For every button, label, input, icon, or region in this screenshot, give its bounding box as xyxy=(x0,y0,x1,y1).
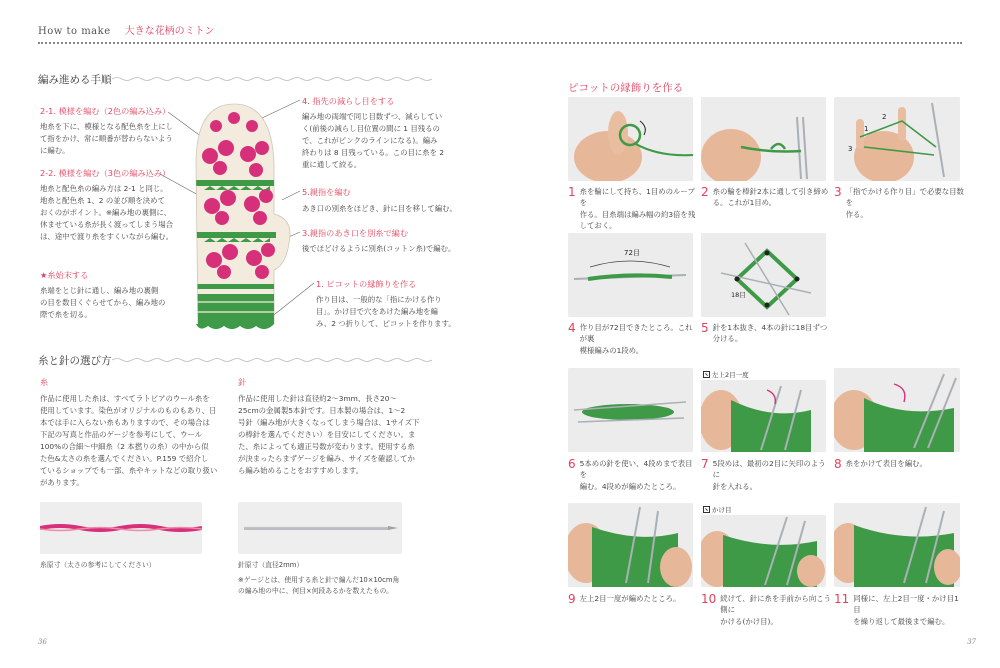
needle-photo xyxy=(238,502,402,554)
step-3-label: 3.親指のあき口を別糸で編む xyxy=(302,228,409,238)
badge-k2tog: 左上2目一度 xyxy=(703,370,749,379)
finger-label-3: 3 xyxy=(848,145,853,153)
section-rule-2 xyxy=(112,357,432,363)
section-rule xyxy=(112,76,432,82)
step-2-2-label: 2-2. 模様を編む（3色の編み込み） xyxy=(40,168,171,178)
picot-section-title: ピコットの縁飾りを作る xyxy=(568,82,684,94)
yarn-photo xyxy=(40,502,202,554)
step-8-caption: 8 糸をかけて表目を編む。 xyxy=(834,457,927,471)
photo-step-6 xyxy=(568,368,693,452)
step-5-caption: 5 針を1本抜き、4本の針に18目ずつ 分ける。 xyxy=(701,321,828,344)
yarn-over-icon xyxy=(703,506,710,513)
step-3-text: 後でほどけるように別糸(コットン糸)で編む。 xyxy=(302,244,456,253)
mitten-illustration xyxy=(160,94,300,334)
yarn-heading: 糸 xyxy=(40,377,49,387)
k2tog-icon xyxy=(703,371,710,378)
needle-heading: 針 xyxy=(238,377,247,387)
photo-step-5 xyxy=(701,233,826,317)
step-1-caption: 1 糸を輪にして持ち、1目めのループを 作る。目糸端は編み幅の約3倍を残 しておく。 xyxy=(568,185,696,231)
finger-label-1: 1 xyxy=(864,125,869,133)
step-finish-text: 糸端をとじ針に通し、編み地の裏側 の目を数目くぐらせてから、編み地の 際で糸を切る。 xyxy=(40,286,166,319)
photo-step-2 xyxy=(701,97,826,181)
finger-label-2: 2 xyxy=(882,113,887,121)
yarn-text: 作品に使用した糸は、すべてラトビアのウール糸を 使用しています。染色がオリジナルのものもあり、日 本では手に入らない糸もありますので、その場合は 下記の写真と作品のゲージを参考にして、ウール 100%の合細〜中細糸（2 本撚りの糸）の中から似 た色&太さの糸を選んでください。P.159 で紹介し ているショップでも一部、糸やキットなどの取り扱い があります。 xyxy=(40,394,218,487)
step-4-caption: 4 作り目が72目できたところ。これが裏 模様編みの1段め。 xyxy=(568,321,693,355)
step-2-caption: 2 糸の輪を棒針2本に通して引き締め る。これが1目め。 xyxy=(701,185,829,208)
step-10-caption: 10 続けて、針に糸を手前から向こう側に かける(かけ目)。 xyxy=(701,592,831,626)
photo-step-4 xyxy=(568,233,693,317)
how-to-make-label: How to make xyxy=(38,26,111,37)
needle-text: 作品に使用した針は直径約2〜3mm、長さ20〜 25cmの金属製5本針です。日本製の場合は、1〜2 号針（編み地が大きくなってしまう場合は、1サイズ下 の棒針を選んでください）を目安にしてください。ま た、糸によっても適正号数が変わります。使用する糸 が決まったらまずゲージを編み、サイズを確認してか ら編み始めることをおすすめします。 xyxy=(238,394,420,475)
gauge-note: ※ゲージとは、使用する糸と針で編んだ10×10cm角 の編み地の中に、何目×何段あるかを数えたもの。 xyxy=(238,576,400,595)
step-4-text: 編み地の両端で同じ目数ずつ、減らしてい く(前後の減らし目位置の間に 1 目残るの で、これがピンクのラインになる)。編み 終わりは 8 目残っている。この目に糸を 2 重に通して絞る。 xyxy=(302,112,445,169)
photo-step-9 xyxy=(568,503,693,587)
step-5-label: 5.親指を編む xyxy=(302,187,351,197)
section-title-steps: 編み進める手順 xyxy=(38,74,112,86)
step-2-1-label: 2-1. 模様を編む（2色の編み込み） xyxy=(40,106,171,116)
page-header xyxy=(38,22,215,37)
badge-yo: かけ目 xyxy=(703,505,732,514)
needle-caption: 針原寸（直径2mm） xyxy=(238,561,304,569)
page-number-left: 36 xyxy=(38,638,47,646)
step-11-caption: 11 同様に、左上2目一度・かけ目1目 を繰り返して最後まで編む。 xyxy=(834,592,959,626)
step-4-label: 4. 指先の減らし目をする xyxy=(302,96,395,106)
photo-step-1 xyxy=(568,97,693,181)
step-9-caption: 9 左上2目一度が編めたところ。 xyxy=(568,592,681,606)
step-3-caption: 3 「指でかける作り目」で必要な目数を 作る。 xyxy=(834,185,964,219)
stitch-count-18: 18目 xyxy=(731,291,746,299)
page-number-right: 37 xyxy=(967,638,976,646)
step-5-text: あき口の別糸をほどき、針に目を移して編む。 xyxy=(302,204,457,213)
yarn-caption: 糸原寸（太さの参考にしてください） xyxy=(40,561,156,569)
header-dotted-rule xyxy=(38,42,962,44)
step-1-label: 1. ピコットの縁飾りを作る xyxy=(316,279,417,289)
section-title-materials: 糸と針の選び方 xyxy=(38,355,112,367)
step-2-2-text: 地糸と配色糸の編み方は 2-1 と同じ。 地糸と配色糸 1、2 の並び順を決めて おくのがポイント。※編み地の裏側に、 休ませている糸が長く渡ってしまう場合 は、途中で渡り糸をすくいながら編む。 xyxy=(40,184,174,241)
stitch-count-72: 72目 xyxy=(624,249,640,257)
project-title: 大きな花柄のミトン xyxy=(124,26,215,37)
photo-step-11 xyxy=(834,503,960,587)
photo-step-7 xyxy=(701,380,826,452)
photo-step-3 xyxy=(834,97,960,181)
step-finish-label: ★糸始末する xyxy=(40,270,89,280)
photo-step-8 xyxy=(834,368,960,452)
step-1-text: 作り目は、一般的な「指にかける作り 目」。かけ目で穴をあけた編み地を編 み、2 つ折りして、ピコットを作ります。 xyxy=(316,295,456,328)
step-2-1-text: 地糸を下に、模様となる配色糸を上にし て指をかけ、常に順番が替わらないよう に編む。 xyxy=(40,122,174,155)
step-7-caption: 7 5段めは、最初の2目に矢印のように 針を入れる。 xyxy=(701,457,826,491)
photo-step-10 xyxy=(701,515,826,587)
step-6-caption: 6 5本めの針を使い、4段めまで表目を 編む。4段めが編めたところ。 xyxy=(568,457,693,491)
